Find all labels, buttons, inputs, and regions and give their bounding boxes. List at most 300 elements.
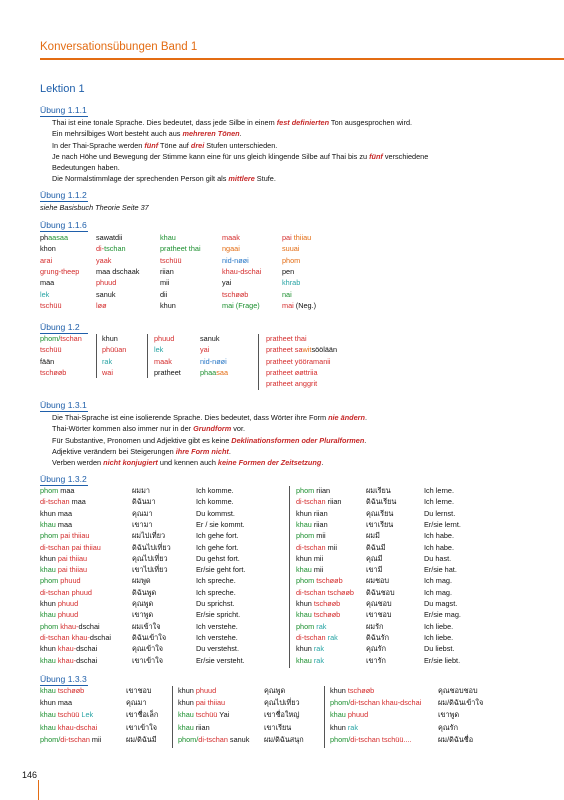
text-segment: pratheet anggrit	[266, 379, 318, 389]
text-segment: riian	[316, 486, 331, 495]
text-segment: khau-dschai	[222, 266, 262, 276]
text-segment: khau	[40, 710, 58, 720]
text-segment: tschøøb	[40, 367, 67, 377]
text-segment: fünf	[144, 140, 159, 150]
phrase-romanized	[178, 723, 210, 732]
phrase-german: Er/sie liebt.	[424, 655, 461, 665]
exercise-1-3-3-label: Übung 1.3.3	[40, 674, 87, 684]
vocab-cell	[200, 368, 228, 377]
text-segment: pratheet øøttriia	[266, 367, 318, 377]
vocab-cell	[160, 267, 174, 276]
text-segment: khrab	[282, 278, 301, 288]
text-segment: tschan	[104, 244, 126, 254]
phrase-thai: เขาไปเที่ยว	[132, 565, 168, 575]
vocab-cell	[102, 334, 118, 343]
vocab-cell	[40, 267, 79, 276]
vocab-cell	[282, 278, 300, 287]
phrase-romanized	[296, 656, 324, 665]
phrase-thai: คุณมี	[366, 553, 383, 563]
phrase-romanized	[40, 554, 87, 563]
vocab-cell	[40, 244, 56, 253]
phrase-german: Ich mag.	[424, 587, 452, 597]
text-segment: (Neg.)	[293, 300, 317, 310]
text-segment: Lek	[81, 710, 94, 720]
text-line	[52, 117, 532, 128]
phrase-german: Du gehst fort.	[196, 553, 240, 563]
phrase-romanized	[296, 588, 354, 597]
phrase-thai: ดิฉันมี	[366, 542, 386, 552]
phrase-thai: คุณรัก	[366, 644, 386, 654]
text-segment: phom	[40, 531, 61, 541]
vocab-cell	[40, 368, 66, 377]
phrase-thai: เขาชอบ	[366, 610, 392, 620]
text-segment: saa	[216, 367, 228, 377]
text-segment: riian	[160, 266, 174, 276]
text-line	[52, 435, 532, 446]
text-segment: khun	[40, 553, 58, 563]
phrase-thai: เขาชอบ	[126, 686, 152, 695]
text-segment: khau-dschai	[57, 722, 98, 732]
vocab-cell	[160, 233, 176, 242]
phrase-romanized	[330, 686, 374, 695]
text-segment: phuud	[60, 576, 81, 586]
phrase-romanized	[296, 633, 338, 642]
vocab-cell	[282, 301, 316, 310]
phrase-german: Er/sie lernt.	[424, 519, 461, 529]
text-segment: di-tschan	[296, 542, 328, 552]
phrase-german: Ich verstehe.	[196, 621, 238, 631]
text-segment: pratheet yööramanii	[266, 356, 331, 366]
vocab-cell	[222, 278, 231, 287]
phrase-romanized	[40, 599, 78, 608]
phrase-thai: ผมไปเที่ยว	[132, 531, 166, 541]
text-segment: phaa	[200, 367, 217, 377]
phrase-romanized	[40, 497, 86, 506]
text-segment: pai thiiau	[57, 565, 88, 575]
text-segment: tschøøb	[316, 576, 343, 586]
text-segment: lek	[40, 289, 50, 299]
text-line	[52, 162, 532, 173]
phrase-romanized	[296, 644, 324, 653]
text-segment: riian	[327, 497, 342, 507]
vocab-cell	[222, 290, 248, 299]
phrase-thai: คุณรัก	[438, 722, 458, 732]
vocab-cell	[160, 290, 167, 299]
vocab-cell	[154, 345, 163, 354]
text-segment: Stufen unterschieden.	[204, 140, 278, 150]
vocab-cell	[96, 278, 116, 287]
phrase-romanized	[296, 543, 337, 552]
phrase-german: Er/sie versteht.	[196, 655, 245, 665]
phrase-romanized	[330, 710, 368, 719]
phrase-german: Ich spreche.	[196, 587, 236, 597]
text-segment: khun	[178, 686, 196, 695]
text-segment: khau-dschai	[381, 698, 422, 708]
text-line	[52, 412, 532, 423]
phrase-thai: ผมเข้าใจ	[132, 621, 161, 631]
text-segment: pratheet	[154, 367, 181, 377]
text-segment: fään	[40, 356, 55, 366]
column-divider	[147, 334, 148, 378]
phrase-german: Ich habe.	[424, 531, 455, 541]
text-segment: khun	[296, 644, 314, 654]
text-segment: phuud	[57, 610, 79, 620]
phrase-german: Ich liebe.	[424, 632, 454, 642]
text-segment: di-tschan	[40, 587, 72, 597]
phrase-german: Er/sie hat.	[424, 565, 457, 575]
text-segment: thiiau	[293, 233, 312, 242]
vocab-cell	[282, 256, 300, 265]
text-segment: Ein mehrsilbiges Wort besteht auch aus	[52, 129, 183, 139]
phrase-german: Ich komme.	[196, 486, 234, 495]
phrase-romanized	[40, 486, 74, 495]
vocab-cell	[102, 368, 113, 377]
phrase-thai: คุณพูด	[264, 686, 286, 695]
exercise-1-3-2-label: Übung 1.3.2	[40, 474, 87, 484]
exercise-underline	[40, 231, 88, 232]
vocab-cell	[160, 244, 201, 253]
phrase-romanized	[296, 565, 323, 574]
text-segment: dschai	[78, 621, 100, 631]
text-segment: fest definierten	[276, 118, 330, 127]
text-segment: khun	[330, 722, 348, 732]
phrase-german: Ich komme.	[196, 497, 234, 507]
vocab-cell	[96, 267, 139, 276]
text-segment: phuud	[154, 334, 175, 343]
phrase-romanized	[330, 698, 421, 707]
phrase-thai: คุณชอบชอบ	[438, 686, 478, 695]
vocab-cell	[200, 357, 227, 366]
text-segment: pratheet sa	[266, 345, 303, 355]
phrase-german: Du sprichst.	[196, 599, 235, 608]
text-segment: sawatdii	[96, 233, 123, 242]
text-segment: khau	[40, 686, 58, 695]
text-segment: rak	[313, 644, 324, 654]
text-segment: khun maa	[40, 698, 73, 708]
page-number: 146	[22, 770, 38, 780]
phrase-german: Du lernst.	[424, 508, 456, 518]
vocab-cell	[282, 233, 311, 242]
exercise-1-2-label: Übung 1.2	[40, 322, 80, 332]
phrase-romanized	[330, 723, 358, 732]
text-segment: khau-	[71, 632, 90, 642]
text-segment: tschøøb	[57, 686, 85, 695]
text-segment: khau	[178, 722, 196, 732]
phrase-thai: ผมมี	[366, 531, 380, 541]
text-segment: drei	[190, 140, 205, 150]
text-segment: khau	[178, 710, 196, 720]
phrase-thai: เขาเข้าใจ	[126, 722, 157, 732]
vocab-cell	[40, 233, 68, 242]
text-segment: di-tschan	[40, 542, 72, 552]
text-segment: phom	[296, 576, 317, 586]
text-segment: di-tschan	[40, 632, 72, 642]
phrase-german: Du hast.	[424, 553, 452, 563]
phrase-thai: เขาชื่อเล็ก	[126, 710, 159, 720]
text-line	[52, 140, 532, 151]
text-segment: sanuk	[229, 734, 250, 744]
text-segment: söölään	[311, 345, 337, 355]
phrase-thai: เขารัก	[366, 655, 386, 665]
text-segment: Je nach Höhe und Bewegung der Stimme kann eine für uns gleich klingende Silbe auf Thai bis zu	[52, 151, 370, 161]
phrase-german: Du liebst.	[424, 644, 455, 654]
text-segment: wit	[302, 345, 312, 355]
text-segment: khun	[160, 300, 176, 310]
text-segment: phom/	[330, 698, 351, 708]
phrase-german: Er/sie geht fort.	[196, 565, 246, 575]
text-segment: phom/	[40, 734, 61, 744]
text-segment: khau	[40, 519, 58, 529]
text-segment: Thai ist eine tonale Sprache. Dies bedeutet, dass jede Silbe in einem	[52, 118, 277, 127]
phrase-thai: คุณมา	[132, 508, 153, 518]
text-segment: wai	[102, 367, 113, 377]
phrase-thai: ผม/ดิฉันชื่อ	[438, 734, 474, 744]
text-segment: Die Normalstimmlage der sprechenden Person gilt als	[52, 174, 229, 184]
text-segment: di-tschan	[296, 587, 328, 597]
phrase-thai: ผมเรียน	[366, 486, 391, 495]
phrase-romanized	[40, 509, 72, 518]
text-segment: khau	[40, 565, 58, 575]
phrase-romanized	[296, 576, 343, 585]
text-segment: dschai	[76, 644, 98, 654]
text-segment: phom	[40, 576, 61, 586]
phrase-thai: ดิฉันเข้าใจ	[132, 632, 167, 642]
phrase-thai: เขาเข้าใจ	[132, 655, 163, 665]
vocab-cell	[96, 256, 111, 265]
phrase-thai: ผม/ดิฉันเข้าใจ	[438, 698, 484, 708]
phrase-romanized	[40, 735, 101, 744]
phrase-romanized	[296, 486, 330, 495]
text-segment: maa	[40, 278, 55, 288]
text-segment: di-tschan	[350, 734, 382, 744]
page-title: Konversationsübungen Band 1	[40, 41, 198, 53]
text-segment: phom/	[330, 734, 351, 744]
text-segment: pai thiiau	[195, 698, 226, 708]
phrase-thai: เขามี	[366, 565, 383, 575]
phrase-thai: เขาเรียน	[366, 519, 394, 529]
text-segment: phom	[296, 621, 317, 631]
text-segment: mii	[327, 542, 337, 552]
vocab-cell	[282, 244, 299, 253]
phrase-romanized	[178, 710, 229, 719]
vocab-cell	[222, 244, 240, 253]
phrase-thai: เขามา	[132, 519, 153, 529]
text-segment: Grundform	[193, 424, 232, 434]
phrase-german: Du kommst.	[196, 508, 235, 518]
vocab-cell	[266, 379, 317, 388]
text-segment: rak	[327, 632, 338, 642]
text-segment: rak	[316, 621, 327, 631]
text-segment: khun	[102, 334, 118, 343]
text-segment: khun mii	[296, 553, 324, 563]
text-segment: yai	[200, 345, 210, 355]
text-segment: yai	[222, 278, 232, 288]
text-segment: rak	[347, 722, 358, 732]
text-line	[52, 457, 532, 468]
phrase-romanized	[40, 622, 100, 631]
phrase-thai: คุณชอบ	[366, 599, 392, 608]
vocab-cell	[40, 357, 54, 366]
text-segment: sanuk	[200, 334, 220, 343]
vocab-cell	[96, 301, 107, 310]
text-segment: sanuk	[96, 289, 116, 299]
text-segment: pen	[282, 266, 295, 276]
phrase-romanized	[296, 554, 323, 563]
text-segment: riian	[195, 722, 210, 732]
text-segment: Verben werden	[52, 458, 104, 468]
text-segment: Für Substantive, Pronomen und Adjektive gibt es keine	[52, 435, 232, 445]
text-segment: di-tschan	[296, 497, 328, 507]
phrase-thai: ผมรัก	[366, 621, 384, 631]
text-segment: Thai-Wörter kommen also immer nur in der	[52, 424, 194, 434]
text-segment: Bedeutungen haben.	[52, 163, 120, 173]
phrase-romanized	[178, 698, 225, 707]
phrase-romanized	[296, 509, 328, 518]
phrase-thai: ผม/ดิฉันมี	[126, 734, 157, 744]
text-segment: phom	[282, 255, 301, 265]
text-segment: phom	[40, 486, 61, 495]
text-segment: tschüü	[40, 345, 62, 355]
phrase-german: Er/sie spricht.	[196, 610, 241, 620]
phrase-thai: ดิฉันพูด	[132, 587, 157, 597]
phrase-thai: ดิฉันเรียน	[366, 497, 397, 507]
text-segment: phom	[296, 486, 317, 495]
phrase-thai: คุณมา	[126, 698, 147, 708]
vocab-cell	[222, 256, 249, 265]
column-divider	[289, 486, 290, 668]
text-segment: khau-	[60, 621, 79, 631]
phrase-romanized	[40, 656, 97, 665]
exercise-1-1-1-text	[52, 117, 532, 185]
phrase-german: Er / sie kommt.	[196, 519, 245, 529]
text-segment: mii	[316, 531, 326, 541]
phrase-thai: คุณพูด	[132, 599, 154, 608]
vocab-cell	[154, 357, 172, 366]
text-segment: phüüan	[102, 345, 127, 355]
text-segment: tschüü	[57, 710, 82, 720]
text-segment: maa	[71, 497, 86, 507]
phrase-german: Ich gehe fort.	[196, 542, 239, 552]
text-segment: yaak	[96, 255, 112, 265]
column-divider	[96, 334, 97, 378]
text-segment: .	[321, 458, 324, 468]
text-line	[52, 151, 532, 162]
text-segment: grung-	[40, 266, 62, 276]
text-segment: tschøøb	[347, 686, 375, 695]
exercise-1-3-1-text	[52, 412, 532, 468]
text-segment: tschüü....	[381, 734, 412, 744]
text-segment: pai thiiau	[60, 531, 90, 541]
text-segment: lek	[154, 345, 164, 355]
text-segment: arai	[40, 255, 53, 265]
column-divider	[258, 334, 259, 390]
phrase-romanized	[40, 610, 78, 619]
vocab-cell	[200, 345, 209, 354]
vocab-cell	[266, 368, 318, 377]
phrase-thai: เขาชื่อใหญ่	[264, 710, 300, 720]
text-segment: khau	[40, 722, 58, 732]
phrase-german: Ich gehe fort.	[196, 531, 239, 541]
text-segment: phuud	[347, 710, 369, 720]
text-segment: mai	[282, 300, 294, 310]
text-segment: tschan	[60, 334, 82, 343]
text-segment: khun maa	[40, 508, 73, 518]
exercise-1-3-1-label: Übung 1.3.1	[40, 400, 87, 410]
text-segment: dii	[160, 289, 168, 299]
phrase-romanized	[40, 543, 101, 552]
text-segment: di-tschan	[198, 734, 230, 744]
text-segment: khun	[330, 686, 348, 695]
vocab-cell	[160, 256, 182, 265]
text-segment: .	[239, 129, 242, 139]
vocab-cell	[40, 301, 62, 310]
phrase-thai: เขาพูด	[438, 710, 460, 720]
text-segment: nie ändern	[328, 413, 365, 422]
text-segment: di-tschan	[350, 698, 382, 708]
phrase-romanized	[40, 576, 81, 585]
vocab-cell	[102, 345, 126, 354]
text-segment: maa dschaak	[96, 266, 140, 276]
text-segment: In der Thai-Sprache werden	[52, 140, 145, 150]
text-segment: mii	[91, 734, 102, 744]
vocab-cell	[266, 334, 307, 343]
text-segment: phom/	[40, 334, 61, 343]
text-segment: khau	[160, 233, 176, 242]
phrase-romanized	[178, 686, 216, 695]
phrase-german: Er/sie mag.	[424, 610, 461, 620]
text-segment: khun riian	[296, 508, 328, 518]
vocab-cell	[96, 290, 115, 299]
text-segment: Stufe.	[254, 174, 276, 184]
vocab-cell	[102, 357, 112, 366]
text-segment: verschiedene	[382, 151, 429, 161]
vocab-cell	[160, 301, 176, 310]
vocab-cell	[40, 256, 52, 265]
vocab-cell	[282, 267, 294, 276]
text-segment: pai thiiau	[71, 542, 101, 552]
text-segment: .	[364, 413, 367, 422]
phrase-thai: ผมพูด	[132, 576, 151, 586]
text-segment: keine Formen der Zeitsetzung	[217, 458, 322, 468]
text-segment: phuud	[71, 587, 92, 597]
text-line	[52, 128, 532, 139]
phrase-german: Du verstehst.	[196, 644, 239, 654]
text-segment: pratheet thai	[160, 244, 201, 254]
text-segment: .	[364, 435, 367, 445]
text-segment: khau	[330, 710, 348, 720]
phrase-german: Ich lerne.	[424, 497, 455, 507]
text-segment: di-	[96, 244, 105, 254]
phrase-thai: ดิฉันรัก	[366, 632, 390, 642]
text-segment: ngaai	[222, 244, 240, 254]
text-segment: Deklinationsformen oder Pluralformen	[231, 435, 365, 445]
text-segment: Adjektive verändern bei Steigerungen	[52, 446, 176, 456]
phrase-german: Du magst.	[424, 599, 458, 608]
vocab-cell	[40, 345, 62, 354]
text-segment: di-tschan	[296, 632, 328, 642]
text-segment: dschai	[76, 655, 98, 665]
exercise-1-1-2-reference: siehe Basisbuch Theorie Seite 37	[40, 203, 149, 212]
phrase-thai: ดิฉันมา	[132, 497, 156, 507]
phrase-romanized	[296, 520, 328, 529]
text-segment: khau	[296, 610, 314, 620]
text-segment: khau-	[57, 655, 77, 665]
text-segment: tschüü	[40, 300, 62, 310]
text-segment: rak	[313, 655, 324, 665]
exercise-underline	[40, 201, 88, 202]
text-segment: suuai	[282, 244, 300, 254]
phrase-romanized	[296, 531, 326, 540]
